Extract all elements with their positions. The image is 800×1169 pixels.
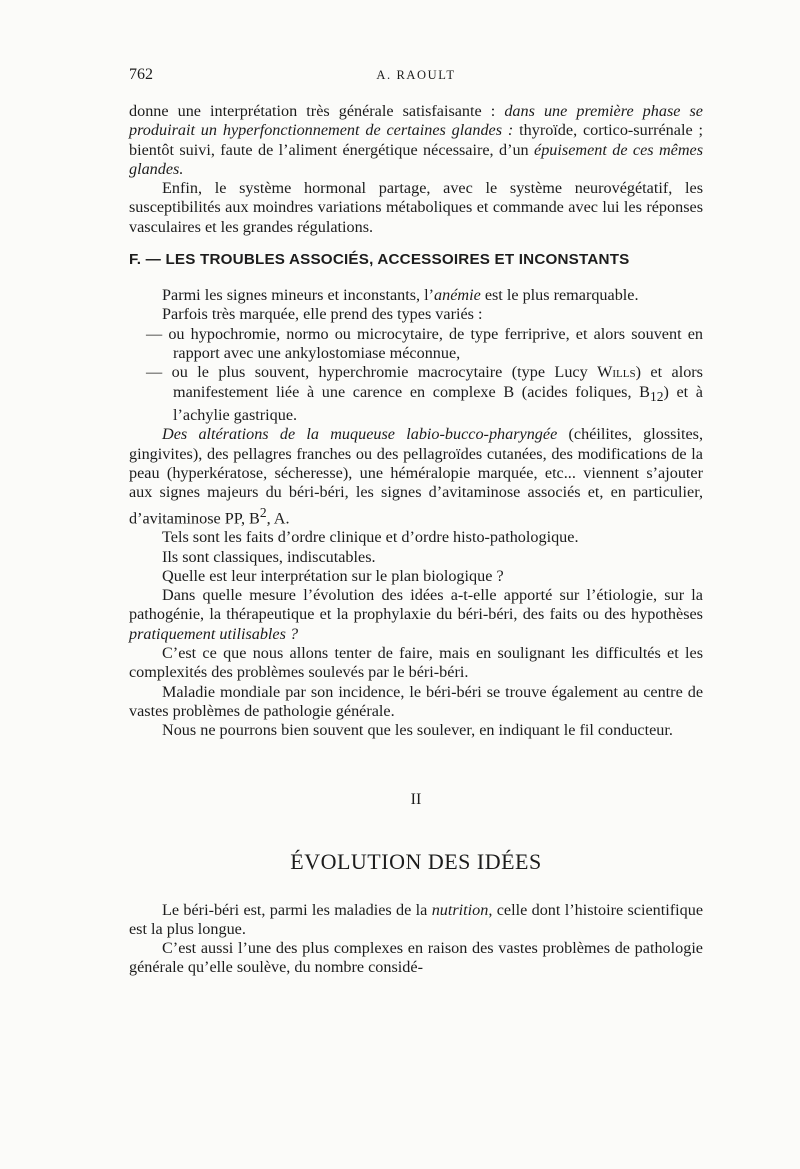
- chapter-title: ÉVOLUTION DES IDÉES: [290, 848, 542, 874]
- text-run: ) et à l’achylie gastrique.: [173, 382, 703, 425]
- paragraph: [129, 425, 703, 528]
- book-page: [129, 66, 703, 978]
- text-run: celle dont l’histoire scientifique est la plus longue.: [129, 900, 703, 938]
- paragraph: Quelle est leur interprétation sur le plan biologique ?: [162, 566, 504, 585]
- text-run: (chéilites, glossites, gingivites), des pellagres franches ou des pellagroïdes cutanées, des modifications de la peau (hyperkératose, sécheresse), une héméralopie marquée, etc... viennent s’ajouter aux signes majeurs du béri-béri, les signes d’avitaminose associés et, en particulier, d’avitaminose PP, B: [129, 425, 703, 527]
- italic-text: épuisement de ces mêmes glandes.: [129, 140, 703, 178]
- paragraph: Ils sont classiques, indiscutables.: [162, 547, 376, 566]
- paragraph: C’est aussi l’une des plus complexes en raison des vastes problèmes de pathologie générale qu’elle soulève, du nombre considé-: [129, 939, 703, 977]
- italic-text: Des altérations de la muqueuse labio-bucco-pharyngée: [162, 425, 558, 444]
- paragraph: [129, 586, 703, 644]
- subscript: 12: [649, 388, 664, 404]
- paragraph: Nous ne pourrons bien souvent que les soulever, en indiquant le fil conducteur.: [162, 721, 673, 740]
- text-run: , A.: [266, 508, 290, 527]
- section-heading: F. — LES TROUBLES ASSOCIÉS, ACCESSOIRES ET INCONSTANTS: [129, 251, 630, 269]
- italic-text: dans une première phase se produirait un hyperfonctionnement de certaines glandes :: [129, 102, 703, 140]
- paragraph: Parfois très marquée, elle prend des types variés :: [162, 305, 483, 324]
- text-run: Le béri-béri est, parmi les maladies de la: [162, 900, 432, 919]
- paragraph: Tels sont les faits d’ordre clinique et d’ordre histo-pathologique.: [162, 528, 579, 547]
- paragraph: [129, 901, 703, 940]
- italic-text: pratiquement utilisables ?: [129, 624, 299, 643]
- running-title: A. RAOULT: [376, 68, 456, 82]
- text-run: thyroïde, cortico-surrénale ; bientôt suivi, faute de l’aliment énergétique nécessaire, d’un: [129, 121, 703, 159]
- paragraph: Enfin, le système hormonal partage, avec le système neurovégétatif, les susceptibilités aux moindres variations métaboliques et commande avec lui les réponses vasculaires et les grandes régulations.: [129, 179, 703, 236]
- text-run: est le plus remarquable.: [480, 286, 639, 305]
- paragraph: Maladie mondiale par son incidence, le béri-béri se trouve également au centre de vastes problèmes de pathologie générale.: [129, 682, 703, 720]
- text-run: Dans quelle mesure l’évolution des idées a-t-elle apporté sur l’étiologie, sur la pathogénie, la thérapeutique et la prophylaxie du béri-béri, des faits ou des hypothèses: [129, 586, 703, 624]
- list-item: [129, 363, 703, 425]
- author-name: Wills: [597, 363, 636, 382]
- page-header: [129, 66, 703, 88]
- text-run: — ou le plus souvent, hyperchromie macrocytaire (type Lucy: [146, 363, 598, 382]
- paragraph: [129, 286, 703, 305]
- text-run: ) et alors manifestement liée à une carence en complexe B (acides foliques, B: [173, 363, 703, 401]
- italic-text: nutrition,: [431, 900, 493, 919]
- italic-text: anémie: [434, 286, 481, 305]
- page-body: [129, 102, 703, 978]
- paragraph: [129, 102, 703, 179]
- text-run: donne une interprétation très générale satisfaisante :: [129, 102, 505, 120]
- page-number: 762: [129, 66, 153, 83]
- superscript: 2: [259, 504, 267, 520]
- paragraph: C’est ce que nous allons tenter de faire, mais en soulignant les difficultés et les complexités des problèmes soulevés par le béri-béri.: [129, 644, 703, 682]
- text-run: Parmi les signes mineurs et inconstants, l’: [162, 286, 435, 305]
- chapter-number: II: [410, 790, 422, 808]
- list-item: — ou hypochromie, normo ou microcytaire, de type ferriprive, et alors souvent en rapport avec une ankylostomiase méconnue,: [146, 324, 703, 362]
